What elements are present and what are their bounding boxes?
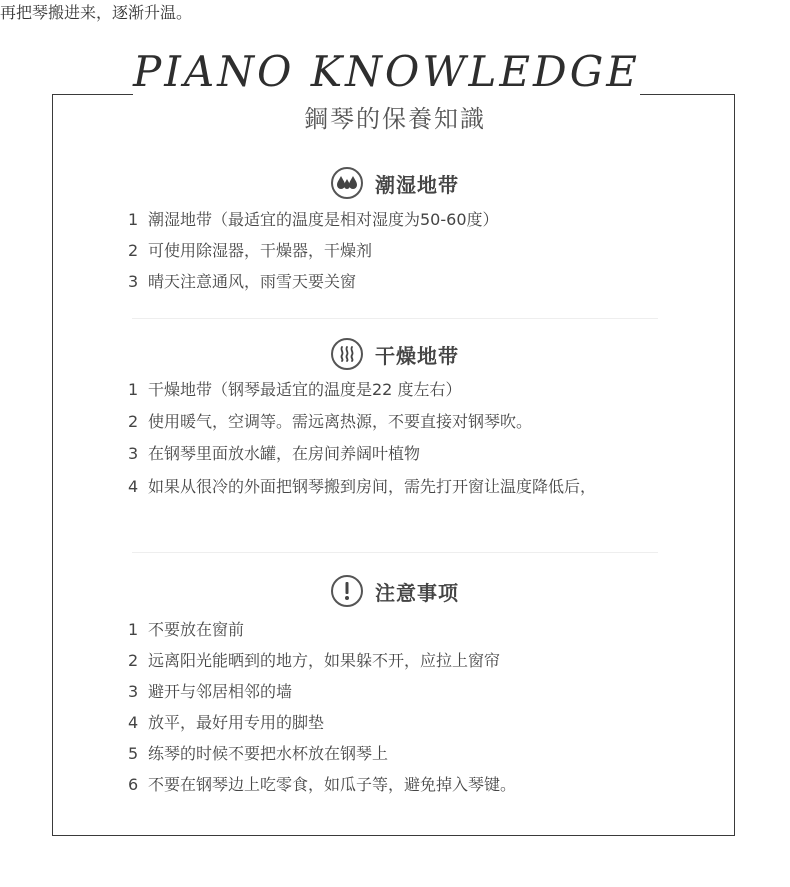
exclamation-icon: [331, 575, 363, 607]
section-notes-title: 注意事项: [375, 580, 459, 605]
heading-chinese: 鋼琴的保養知識: [304, 105, 486, 133]
section-humid-header: [0, 165, 790, 201]
list-item: 3 避开与邻居相邻的墙: [128, 682, 293, 701]
section-dry-title: 干燥地带: [375, 343, 459, 368]
section-notes-header: [0, 573, 790, 609]
list-item: 4 如果从很冷的外面把钢琴搬到房间，需先打开窗让温度降低后，: [128, 477, 597, 496]
list-item-continuation: 再把琴搬进来，逐渐升温。: [0, 3, 193, 22]
list-item: 2 可使用除湿器，干燥器，干燥剂: [128, 241, 373, 260]
list-item: 3 晴天注意通风，雨雪天要关窗: [128, 272, 357, 291]
heading-english: PIANO KNOWLEDGE: [133, 42, 640, 102]
list-item: 3 在钢琴里面放水罐，在房间养阔叶植物: [128, 444, 421, 463]
list-item: 2 远离阳光能晒到的地方，如果躲不开，应拉上窗帘: [128, 651, 501, 670]
section-humid-title: 潮湿地带: [375, 172, 459, 197]
list-item: 1 干燥地带（钢琴最适宜的温度是22 度左右）: [128, 380, 462, 399]
water-drops-icon: [331, 167, 363, 199]
heat-waves-icon: [331, 338, 363, 370]
list-item: 2 使用暖气，空调等。需远离热源，不要直接对钢琴吹。: [128, 412, 533, 431]
section-divider: [132, 552, 658, 553]
list-item: 4 放平，最好用专用的脚垫: [128, 713, 325, 732]
section-dry-header: [0, 336, 790, 372]
list-item: 1 潮湿地带（最适宜的温度是相对湿度为50-60度）: [128, 210, 499, 229]
list-item: 6 不要在钢琴边上吃零食，如瓜子等，避免掉入琴键。: [128, 775, 517, 794]
section-divider: [132, 318, 658, 319]
list-item: 1 不要放在窗前: [128, 620, 245, 639]
list-item: 5 练琴的时候不要把水杯放在钢琴上: [128, 744, 389, 763]
